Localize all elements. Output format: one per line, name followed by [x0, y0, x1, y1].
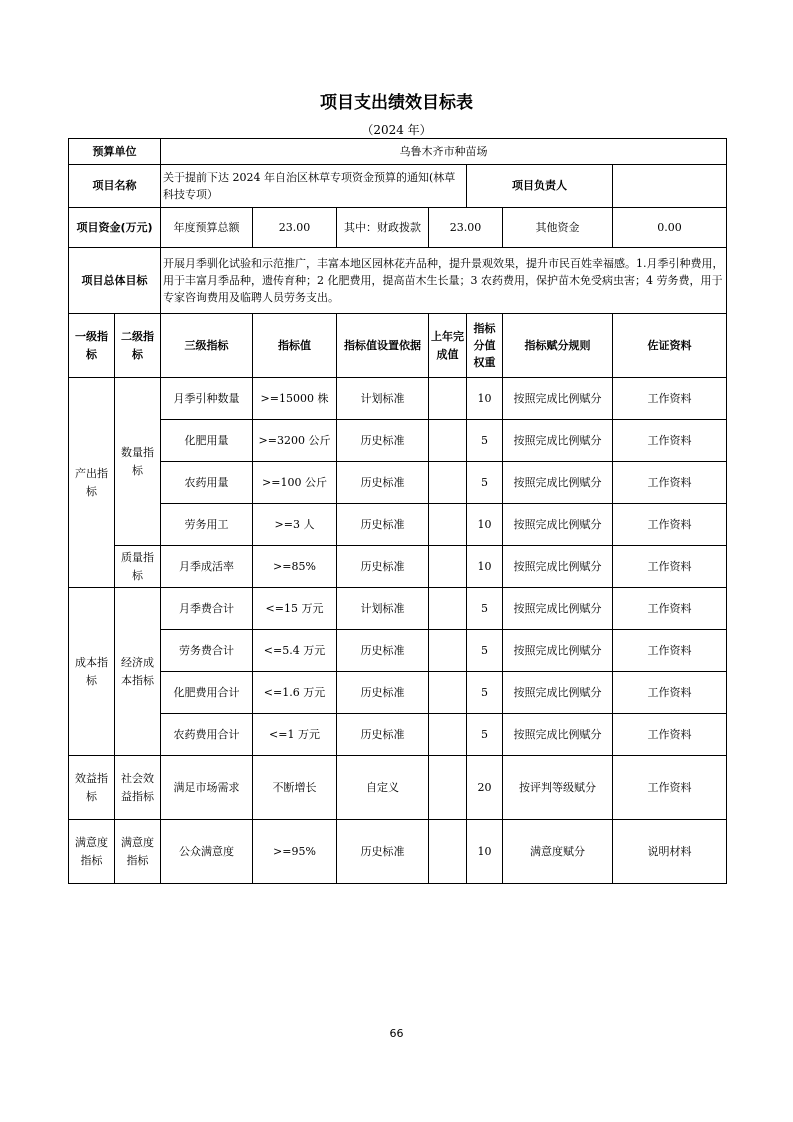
- cell-value: <=15 万元: [253, 588, 337, 630]
- cell-third: 月季费合计: [161, 588, 253, 630]
- cell-weight: 5: [467, 630, 503, 672]
- value-project-name: 关于提前下达 2024 年自治区林草专项资金预算的通知(林草科技专项）: [161, 165, 467, 208]
- cell-last: [429, 820, 467, 884]
- group-quantity: 数量指标: [115, 378, 161, 546]
- cell-value: <=1.6 万元: [253, 672, 337, 714]
- label-other-funds: 其他资金: [503, 208, 613, 248]
- header-level2: 二级指标: [115, 314, 161, 378]
- label-budget-unit: 预算单位: [69, 139, 161, 165]
- cell-third: 劳务费合计: [161, 630, 253, 672]
- value-fiscal-funds: 23.00: [429, 208, 503, 248]
- cell-last: [429, 462, 467, 504]
- group-quality: 质量指标: [115, 546, 161, 588]
- cell-evidence: 工作资料: [613, 546, 727, 588]
- cell-last: [429, 546, 467, 588]
- label-overall-goal: 项目总体目标: [69, 248, 161, 314]
- cell-evidence: 工作资料: [613, 504, 727, 546]
- header-row: [69, 314, 727, 378]
- cell-value: >=100 公斤: [253, 462, 337, 504]
- cell-evidence: 工作资料: [613, 462, 727, 504]
- page-number: 66: [389, 1027, 404, 1040]
- cell-value: >=3200 公斤: [253, 420, 337, 462]
- cell-rule: 按照完成比例赋分: [503, 672, 613, 714]
- cell-last: [429, 504, 467, 546]
- cell-last: [429, 588, 467, 630]
- cell-basis: 历史标准: [337, 672, 429, 714]
- cell-last: [429, 714, 467, 756]
- cell-rule: 按评判等级赋分: [503, 756, 613, 820]
- header-level1: 一级指标: [69, 314, 115, 378]
- group-output: 产出指标: [69, 378, 115, 588]
- value-project-owner: [613, 165, 727, 208]
- cell-third: 农药用量: [161, 462, 253, 504]
- cell-weight: 10: [467, 378, 503, 420]
- cell-basis: 计划标准: [337, 588, 429, 630]
- cell-last: [429, 630, 467, 672]
- cell-value: <=1 万元: [253, 714, 337, 756]
- cell-rule: 按照完成比例赋分: [503, 630, 613, 672]
- cell-third: 化肥费用合计: [161, 672, 253, 714]
- group-social-benefit: 社会效益指标: [115, 756, 161, 820]
- table-row: [69, 820, 727, 884]
- cell-rule: 按照完成比例赋分: [503, 378, 613, 420]
- cell-basis: 历史标准: [337, 420, 429, 462]
- label-annual-budget: 年度预算总额: [161, 208, 253, 248]
- cell-weight: 5: [467, 672, 503, 714]
- label-project-funds: 项目资金(万元): [69, 208, 161, 248]
- cell-value: >=85%: [253, 546, 337, 588]
- value-overall-goal: 开展月季驯化试验和示范推广，丰富本地区园林花卉品种，提升景观效果，提升市民百姓幸福感。1.月季引种费用，用于丰富月季品种，遗传育种；2 化肥费用，提高苗木生长量；3 农药费用，保护苗木免受病虫害；4 劳务费，用于专家咨询费用及临聘人员劳务支出。: [161, 248, 727, 314]
- cell-weight: 5: [467, 420, 503, 462]
- cell-weight: 5: [467, 714, 503, 756]
- cell-rule: 按照完成比例赋分: [503, 588, 613, 630]
- group-cost: 成本指标: [69, 588, 115, 756]
- cell-evidence: 工作资料: [613, 714, 727, 756]
- cell-weight: 10: [467, 504, 503, 546]
- cell-last: [429, 756, 467, 820]
- cell-rule: 按照完成比例赋分: [503, 420, 613, 462]
- table-row: [69, 420, 727, 462]
- cell-value: >=15000 株: [253, 378, 337, 420]
- cell-last: [429, 672, 467, 714]
- cell-third: 劳务用工: [161, 504, 253, 546]
- cell-evidence: 说明材料: [613, 820, 727, 884]
- table-row: [69, 672, 727, 714]
- label-fiscal-funds: 其中：财政拨款: [337, 208, 429, 248]
- cell-basis: 历史标准: [337, 630, 429, 672]
- group-satisfaction-sub: 满意度指标: [115, 820, 161, 884]
- cell-rule: 按照完成比例赋分: [503, 714, 613, 756]
- cell-third: 化肥用量: [161, 420, 253, 462]
- value-other-funds: 0.00: [613, 208, 727, 248]
- cell-weight: 5: [467, 462, 503, 504]
- table-row: [69, 546, 727, 588]
- cell-basis: 历史标准: [337, 714, 429, 756]
- cell-third: 月季成活率: [161, 546, 253, 588]
- cell-basis: 计划标准: [337, 378, 429, 420]
- cell-value: 不断增长: [253, 756, 337, 820]
- header-last-year: 上年完成值: [429, 314, 467, 378]
- cell-weight: 10: [467, 546, 503, 588]
- cell-rule: 按照完成比例赋分: [503, 546, 613, 588]
- header-value: 指标值: [253, 314, 337, 378]
- group-economic-cost: 经济成本指标: [115, 588, 161, 756]
- cell-weight: 5: [467, 588, 503, 630]
- cell-weight: 10: [467, 820, 503, 884]
- table-row: [69, 588, 727, 630]
- cell-evidence: 工作资料: [613, 756, 727, 820]
- page-title: 项目支出绩效目标表: [320, 93, 473, 113]
- performance-table: [68, 138, 727, 884]
- value-annual-budget: 23.00: [253, 208, 337, 248]
- cell-evidence: 工作资料: [613, 588, 727, 630]
- cell-evidence: 工作资料: [613, 630, 727, 672]
- value-budget-unit: 乌鲁木齐市种苗场: [161, 139, 727, 165]
- cell-basis: 自定义: [337, 756, 429, 820]
- cell-last: [429, 420, 467, 462]
- header-rule: 指标赋分规则: [503, 314, 613, 378]
- cell-basis: 历史标准: [337, 546, 429, 588]
- cell-third: 农药费用合计: [161, 714, 253, 756]
- label-project-name: 项目名称: [69, 165, 161, 208]
- cell-third: 公众满意度: [161, 820, 253, 884]
- cell-basis: 历史标准: [337, 504, 429, 546]
- group-satisfaction: 满意度指标: [69, 820, 115, 884]
- cell-basis: 历史标准: [337, 820, 429, 884]
- cell-rule: 满意度赋分: [503, 820, 613, 884]
- header-weight: 指标分值权重: [467, 314, 503, 378]
- cell-evidence: 工作资料: [613, 420, 727, 462]
- cell-rule: 按照完成比例赋分: [503, 504, 613, 546]
- cell-value: <=5.4 万元: [253, 630, 337, 672]
- table-row: [69, 462, 727, 504]
- cell-value: >=95%: [253, 820, 337, 884]
- header-basis: 指标值设置依据: [337, 314, 429, 378]
- cell-last: [429, 378, 467, 420]
- cell-third: 月季引种数量: [161, 378, 253, 420]
- table-row: [69, 378, 727, 420]
- cell-third: 满足市场需求: [161, 756, 253, 820]
- cell-value: >=3 人: [253, 504, 337, 546]
- year-label: （2024 年）: [361, 123, 432, 137]
- cell-weight: 20: [467, 756, 503, 820]
- table-row: [69, 756, 727, 820]
- table-row: [69, 630, 727, 672]
- group-benefit: 效益指标: [69, 756, 115, 820]
- table-row: [69, 504, 727, 546]
- cell-basis: 历史标准: [337, 462, 429, 504]
- label-project-owner: 项目负责人: [467, 165, 613, 208]
- header-level3: 三级指标: [161, 314, 253, 378]
- header-evidence: 佐证资料: [613, 314, 727, 378]
- cell-evidence: 工作资料: [613, 378, 727, 420]
- cell-evidence: 工作资料: [613, 672, 727, 714]
- cell-rule: 按照完成比例赋分: [503, 462, 613, 504]
- table-row: [69, 714, 727, 756]
